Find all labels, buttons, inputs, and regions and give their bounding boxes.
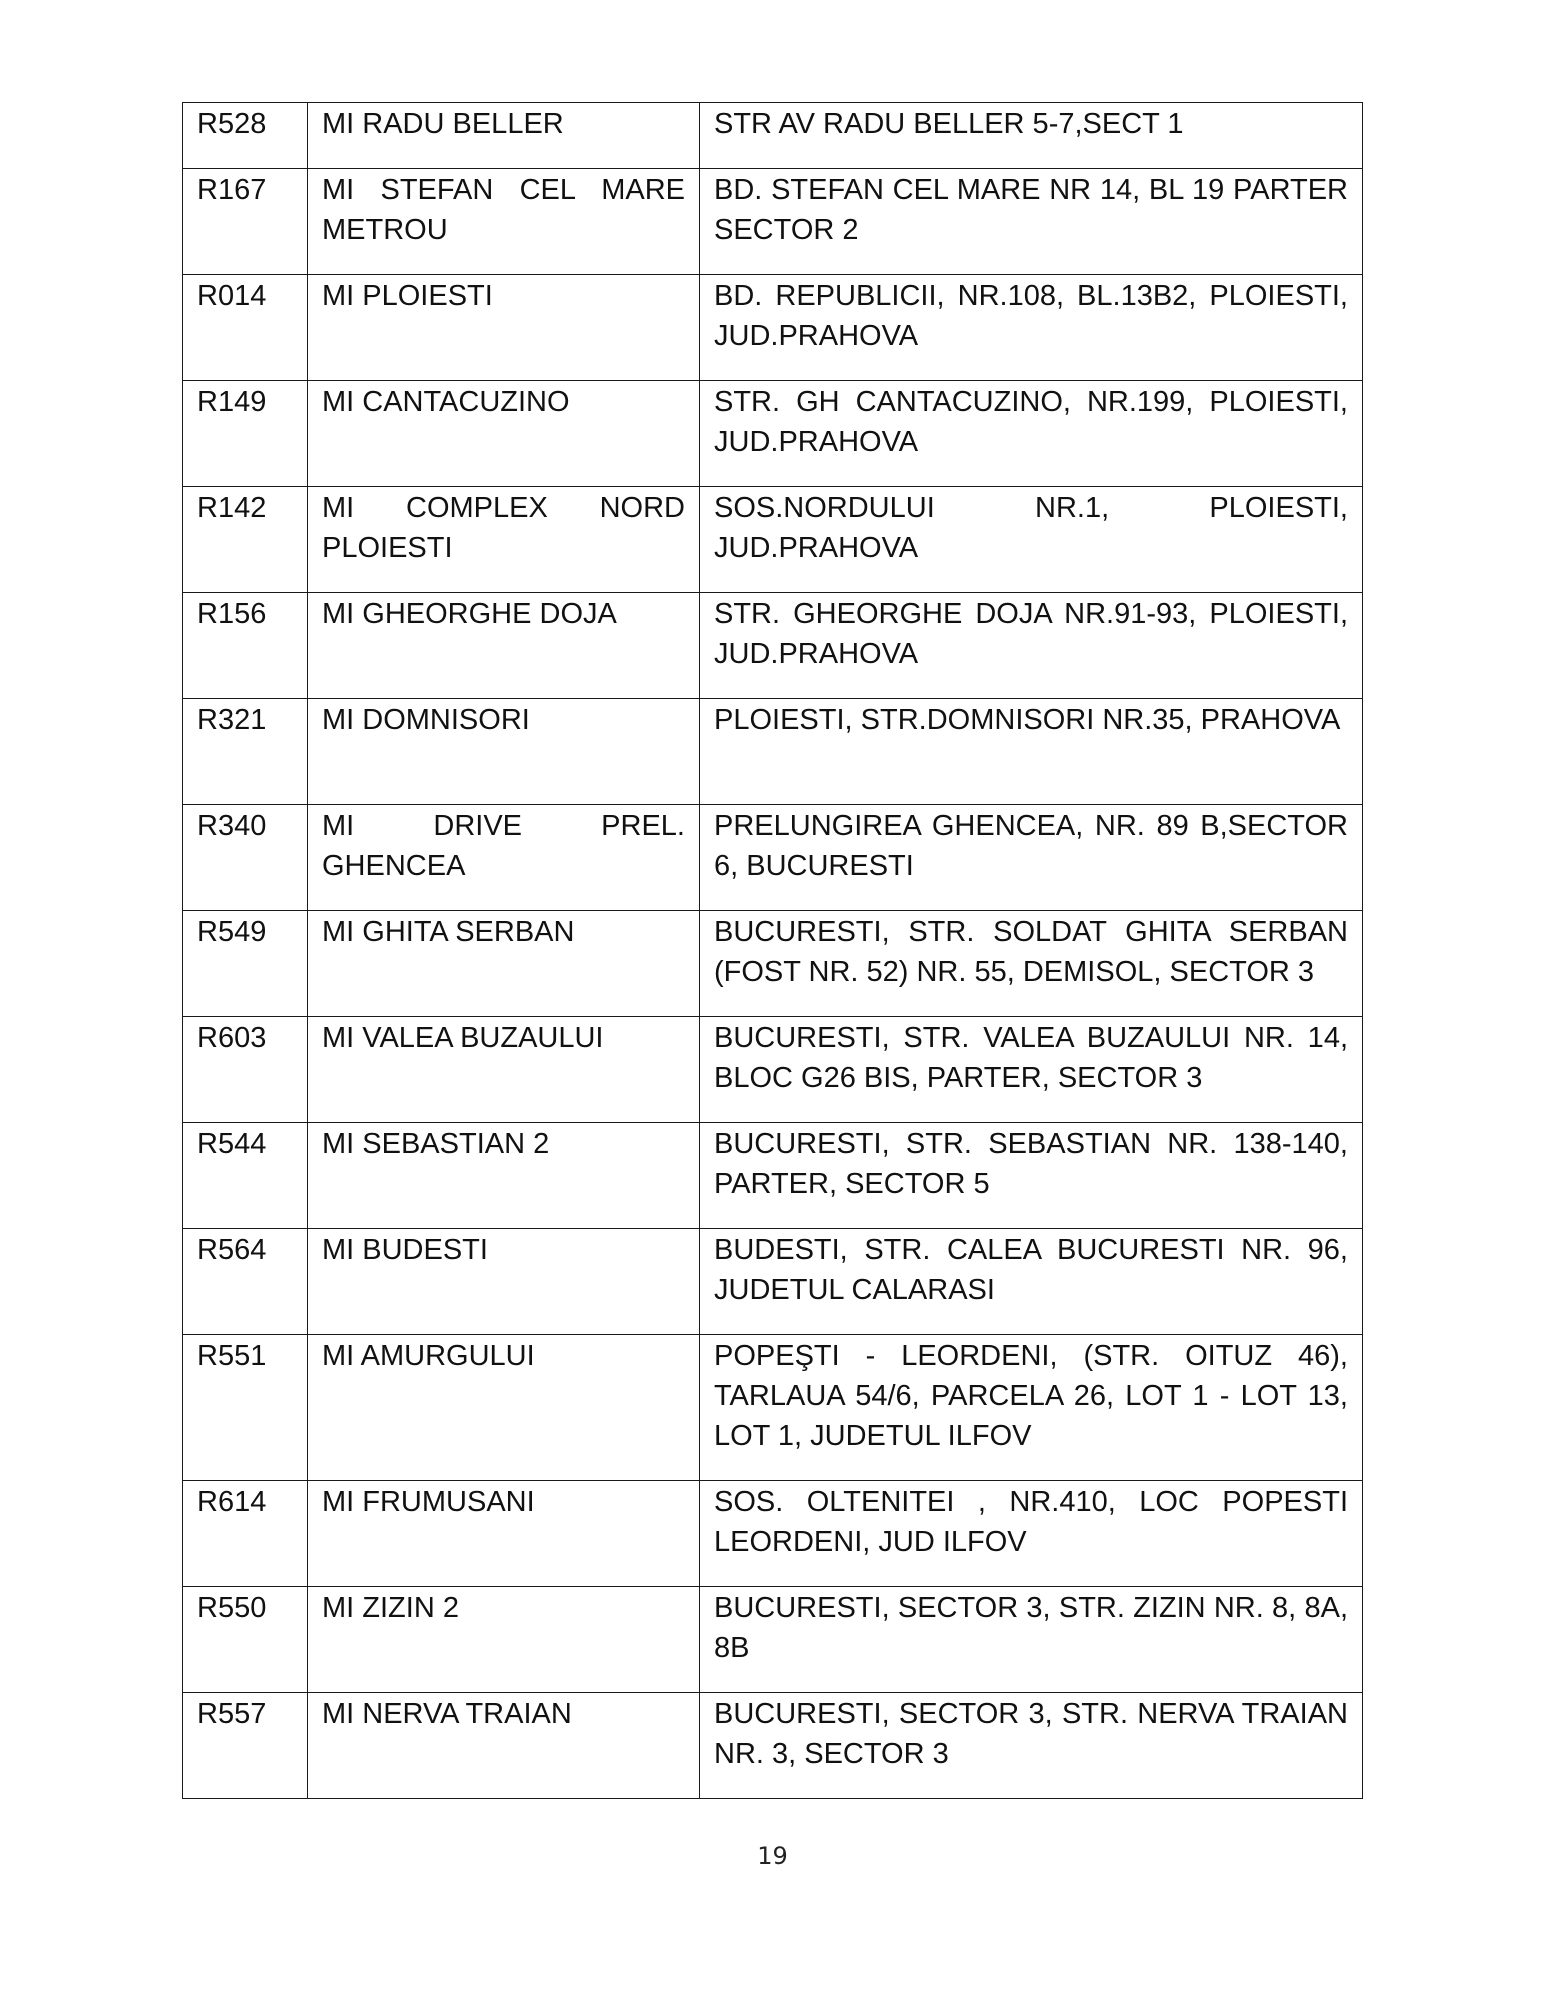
location-code-cell bbox=[183, 911, 308, 1017]
location-address-cell bbox=[700, 1335, 1363, 1481]
location-address: BUDESTI, STR. CALEA BUCURESTI NR. 96, JUDETUL CALARASI bbox=[714, 1234, 1348, 1306]
location-code-cell bbox=[183, 1587, 308, 1693]
location-name-cell bbox=[308, 169, 700, 275]
table-row bbox=[183, 169, 1363, 275]
location-address: STR. GHEORGHE DOJA NR.91-93, PLOIESTI, JUD.PRAHOVA bbox=[714, 598, 1348, 670]
table-row bbox=[183, 381, 1363, 487]
location-address-cell bbox=[700, 1481, 1363, 1587]
location-name-cell bbox=[308, 1123, 700, 1229]
location-address-cell bbox=[700, 1587, 1363, 1693]
location-address-cell bbox=[700, 911, 1363, 1017]
location-name: MI SEBASTIAN 2 bbox=[322, 1128, 550, 1160]
location-name: MI DOMNISORI bbox=[322, 704, 530, 736]
location-code: R549 bbox=[197, 916, 267, 948]
location-address-cell bbox=[700, 381, 1363, 487]
location-code: R149 bbox=[197, 386, 267, 418]
location-address-cell bbox=[700, 275, 1363, 381]
location-name-cell bbox=[308, 1481, 700, 1587]
location-address: STR. GH CANTACUZINO, NR.199, PLOIESTI, JUD.PRAHOVA bbox=[714, 386, 1348, 458]
location-code: R564 bbox=[197, 1234, 267, 1266]
location-name: MI CANTACUZINO bbox=[322, 386, 570, 418]
location-name: MI AMURGULUI bbox=[322, 1340, 535, 1372]
locations-table-body bbox=[183, 103, 1363, 1799]
location-address-cell bbox=[700, 593, 1363, 699]
location-address: BUCURESTI, STR. SOLDAT GHITA SERBAN (FOST NR. 52) NR. 55, DEMISOL, SECTOR 3 bbox=[714, 916, 1348, 988]
location-address: BD. REPUBLICII, NR.108, BL.13B2, PLOIESTI, JUD.PRAHOVA bbox=[714, 280, 1348, 352]
location-name: MI PLOIESTI bbox=[322, 280, 493, 312]
location-address-cell bbox=[700, 169, 1363, 275]
location-name: MI DRIVE PREL. GHENCEA bbox=[322, 810, 685, 882]
location-code-cell bbox=[183, 1481, 308, 1587]
location-address-cell bbox=[700, 487, 1363, 593]
location-address: PLOIESTI, STR.DOMNISORI NR.35, PRAHOVA bbox=[714, 704, 1341, 736]
location-name-cell bbox=[308, 699, 700, 805]
location-name-cell bbox=[308, 593, 700, 699]
location-address-cell bbox=[700, 103, 1363, 169]
location-code-cell bbox=[183, 1017, 308, 1123]
location-address-cell bbox=[700, 1693, 1363, 1799]
location-code: R167 bbox=[197, 174, 267, 206]
table-row bbox=[183, 805, 1363, 911]
location-code: R544 bbox=[197, 1128, 267, 1160]
location-code: R551 bbox=[197, 1340, 267, 1372]
location-name-cell bbox=[308, 1335, 700, 1481]
location-code: R603 bbox=[197, 1022, 267, 1054]
location-name-cell bbox=[308, 275, 700, 381]
location-name-cell bbox=[308, 1693, 700, 1799]
location-name: MI GHEORGHE DOJA bbox=[322, 598, 617, 630]
location-address-cell bbox=[700, 1017, 1363, 1123]
table-row bbox=[183, 1693, 1363, 1799]
table-row bbox=[183, 1481, 1363, 1587]
location-name: MI NERVA TRAIAN bbox=[322, 1698, 572, 1730]
location-code-cell bbox=[183, 1123, 308, 1229]
location-address: SOS. OLTENITEI , NR.410, LOC POPESTI LEORDENI, JUD ILFOV bbox=[714, 1486, 1348, 1558]
table-row bbox=[183, 487, 1363, 593]
location-code: R528 bbox=[197, 108, 267, 140]
location-code: R340 bbox=[197, 810, 267, 842]
table-row bbox=[183, 1335, 1363, 1481]
location-name: MI BUDESTI bbox=[322, 1234, 488, 1266]
location-name: MI ZIZIN 2 bbox=[322, 1592, 459, 1624]
location-name-cell bbox=[308, 103, 700, 169]
location-code: R142 bbox=[197, 492, 267, 524]
table-row bbox=[183, 911, 1363, 1017]
location-code: R014 bbox=[197, 280, 267, 312]
location-code-cell bbox=[183, 805, 308, 911]
location-code: R156 bbox=[197, 598, 267, 630]
table-row bbox=[183, 593, 1363, 699]
location-address: POPEŞTI - LEORDENI, (STR. OITUZ 46), TARLAUA 54/6, PARCELA 26, LOT 1 - LOT 13, LOT 1, JUDETUL ILFOV bbox=[714, 1340, 1348, 1452]
location-address: BD. STEFAN CEL MARE NR 14, BL 19 PARTER SECTOR 2 bbox=[714, 174, 1348, 246]
location-name-cell bbox=[308, 487, 700, 593]
table-row bbox=[183, 275, 1363, 381]
location-code-cell bbox=[183, 699, 308, 805]
table-row bbox=[183, 1017, 1363, 1123]
table-row bbox=[183, 1229, 1363, 1335]
table-row bbox=[183, 1587, 1363, 1693]
location-code-cell bbox=[183, 1229, 308, 1335]
location-address: BUCURESTI, STR. SEBASTIAN NR. 138-140, PARTER, SECTOR 5 bbox=[714, 1128, 1348, 1200]
location-name-cell bbox=[308, 1229, 700, 1335]
location-address-cell bbox=[700, 699, 1363, 805]
location-code-cell bbox=[183, 275, 308, 381]
location-address-cell bbox=[700, 1229, 1363, 1335]
location-name-cell bbox=[308, 805, 700, 911]
location-address: BUCURESTI, SECTOR 3, STR. ZIZIN NR. 8, 8A, 8B bbox=[714, 1592, 1348, 1664]
location-code-cell bbox=[183, 593, 308, 699]
page-number: 19 bbox=[757, 1842, 788, 1870]
table-row bbox=[183, 699, 1363, 805]
location-name-cell bbox=[308, 381, 700, 487]
location-code-cell bbox=[183, 487, 308, 593]
table-row bbox=[183, 103, 1363, 169]
location-code: R557 bbox=[197, 1698, 267, 1730]
location-name-cell bbox=[308, 1017, 700, 1123]
location-code: R550 bbox=[197, 1592, 267, 1624]
locations-table bbox=[182, 102, 1363, 1799]
location-name-cell bbox=[308, 911, 700, 1017]
location-address: BUCURESTI, STR. VALEA BUZAULUI NR. 14, BLOC G26 BIS, PARTER, SECTOR 3 bbox=[714, 1022, 1348, 1094]
location-name: MI GHITA SERBAN bbox=[322, 916, 575, 948]
location-name: MI VALEA BUZAULUI bbox=[322, 1022, 604, 1054]
table-row bbox=[183, 1123, 1363, 1229]
location-name: MI FRUMUSANI bbox=[322, 1486, 535, 1518]
location-code: R321 bbox=[197, 704, 267, 736]
location-code-cell bbox=[183, 1335, 308, 1481]
location-name-cell bbox=[308, 1587, 700, 1693]
location-address: STR AV RADU BELLER 5-7,SECT 1 bbox=[714, 108, 1184, 140]
location-address-cell bbox=[700, 1123, 1363, 1229]
location-code: R614 bbox=[197, 1486, 267, 1518]
location-address: PRELUNGIREA GHENCEA, NR. 89 B,SECTOR 6, BUCURESTI bbox=[714, 810, 1348, 882]
location-name: MI STEFAN CEL MARE METROU bbox=[322, 174, 685, 246]
location-code-cell bbox=[183, 169, 308, 275]
location-name: MI COMPLEX NORD PLOIESTI bbox=[322, 492, 685, 564]
location-address: BUCURESTI, SECTOR 3, STR. NERVA TRAIAN NR. 3, SECTOR 3 bbox=[714, 1698, 1348, 1770]
location-name: MI RADU BELLER bbox=[322, 108, 564, 140]
location-address: SOS.NORDULUI NR.1, PLOIESTI, JUD.PRAHOVA bbox=[714, 492, 1348, 564]
location-code-cell bbox=[183, 381, 308, 487]
location-address-cell bbox=[700, 805, 1363, 911]
location-code-cell bbox=[183, 103, 308, 169]
location-code-cell bbox=[183, 1693, 308, 1799]
